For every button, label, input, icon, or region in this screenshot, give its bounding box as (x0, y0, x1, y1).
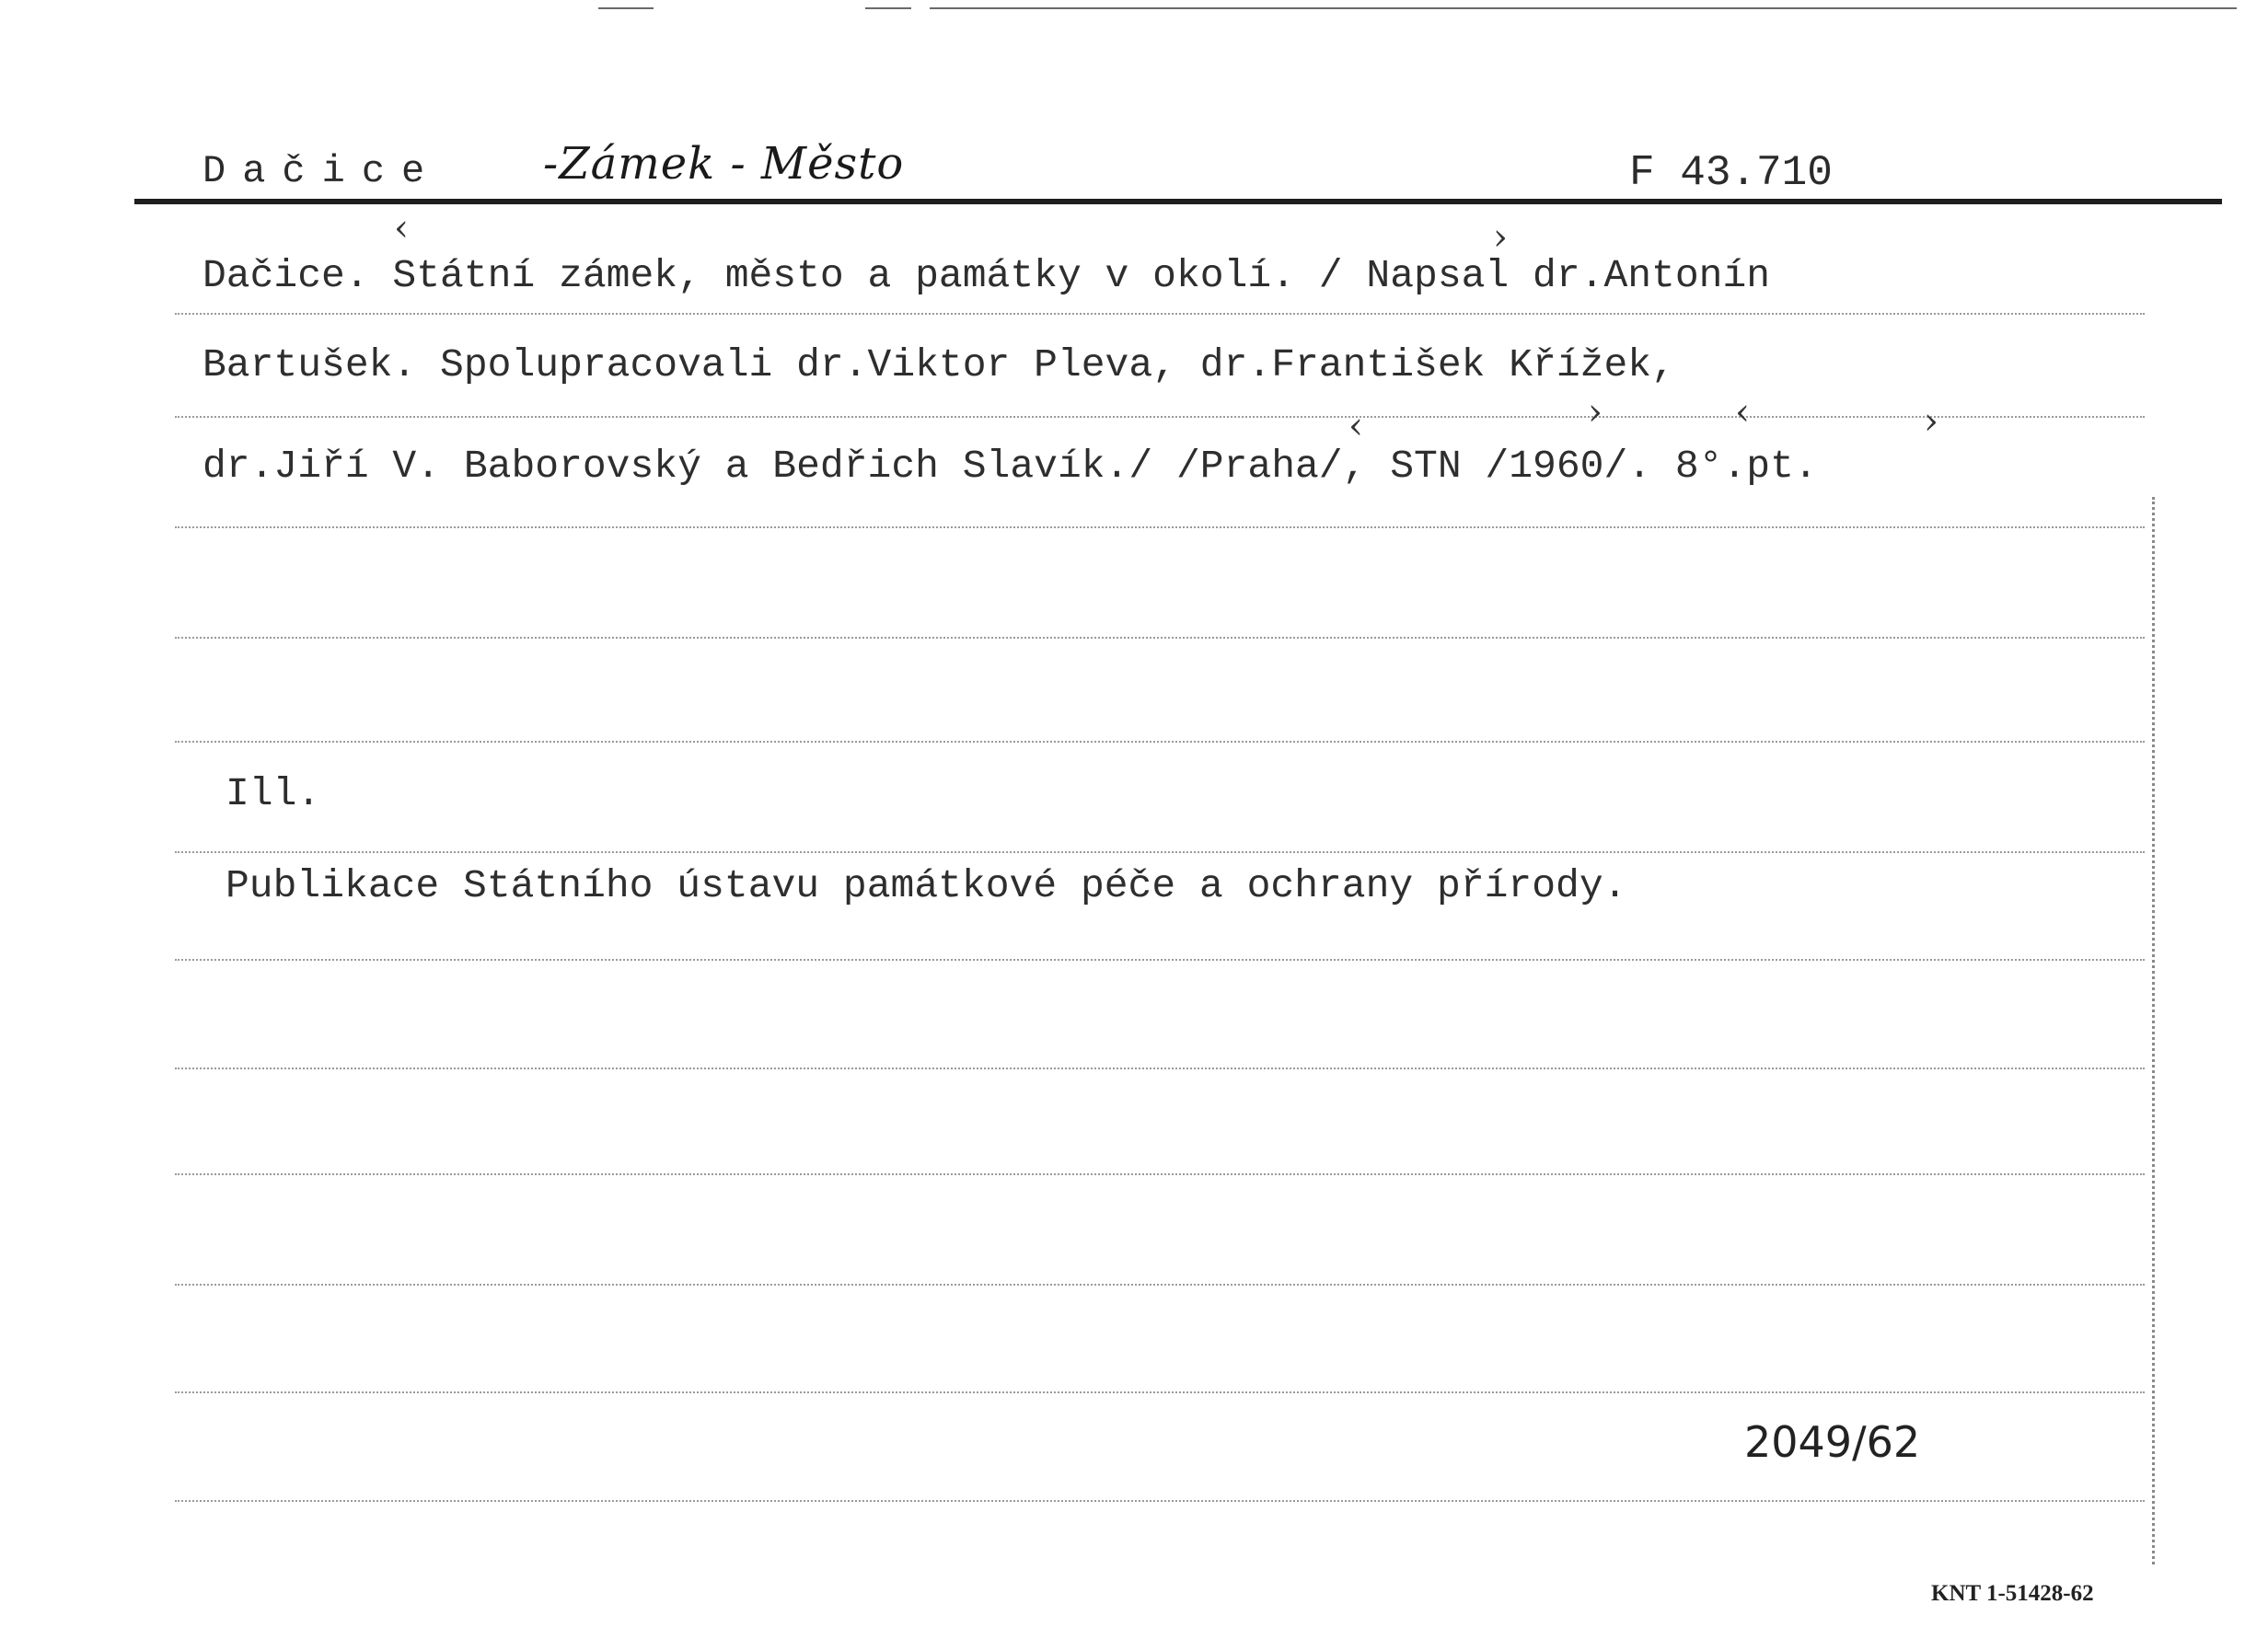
card-heading-row (202, 138, 2228, 202)
ruled-dotted-line (175, 741, 2145, 743)
proofreading-mark: › (1924, 400, 1938, 443)
heading-rule (134, 199, 2222, 204)
scan-edge-line (930, 7, 2237, 9)
description-line-2: Bartušek. Spolupracovali dr.Viktor Pleva, dr.František Křížek, (202, 342, 1675, 387)
proofreading-mark: › (1493, 216, 1508, 259)
proofreading-mark: › (1588, 391, 1603, 433)
ruled-dotted-line (175, 313, 2145, 315)
call-number: F 43.710 (1629, 149, 1833, 197)
ruled-dotted-line (175, 637, 2145, 639)
ruled-dotted-line (175, 1284, 2145, 1286)
proofreading-mark: ‹ (1348, 405, 1363, 447)
ruled-dotted-line (175, 959, 2145, 961)
handwritten-subject-headings: -Zámek - Město (543, 138, 905, 190)
proofreading-mark: ‹ (1735, 391, 1750, 433)
ruled-dotted-line (175, 851, 2145, 853)
ruled-dotted-line (175, 1173, 2145, 1175)
description-line-3: dr.Jiří V. Baborovský a Bedřich Slavík./ /Praha/, STN /1960/. 8°.pt. (202, 444, 1818, 489)
description-line-1: Dačice. Státní zámek, město a památky v okolí. / Napsal dr.Antonín (202, 253, 1771, 298)
scan-edge-mark (865, 7, 911, 9)
illustrations-note: Ill. (226, 771, 321, 816)
right-margin-dotted-line (2152, 497, 2155, 1564)
accession-number: 2049/62 (1744, 1417, 1921, 1467)
scan-edge-mark (598, 7, 654, 9)
printer-code: KNT 1-51428-62 (1931, 1581, 2094, 1606)
ruled-dotted-line (175, 526, 2145, 528)
heading-place-name: Dačice (202, 149, 442, 193)
proofreading-mark: ‹ (394, 207, 409, 249)
ruled-dotted-line (175, 1068, 2145, 1069)
ruled-dotted-line (175, 1391, 2145, 1393)
ruled-dotted-line (175, 416, 2145, 418)
series-note: Publikace Státního ústavu památkové péče a ochrany přírody. (226, 863, 1627, 908)
ruled-dotted-line (175, 1500, 2145, 1502)
